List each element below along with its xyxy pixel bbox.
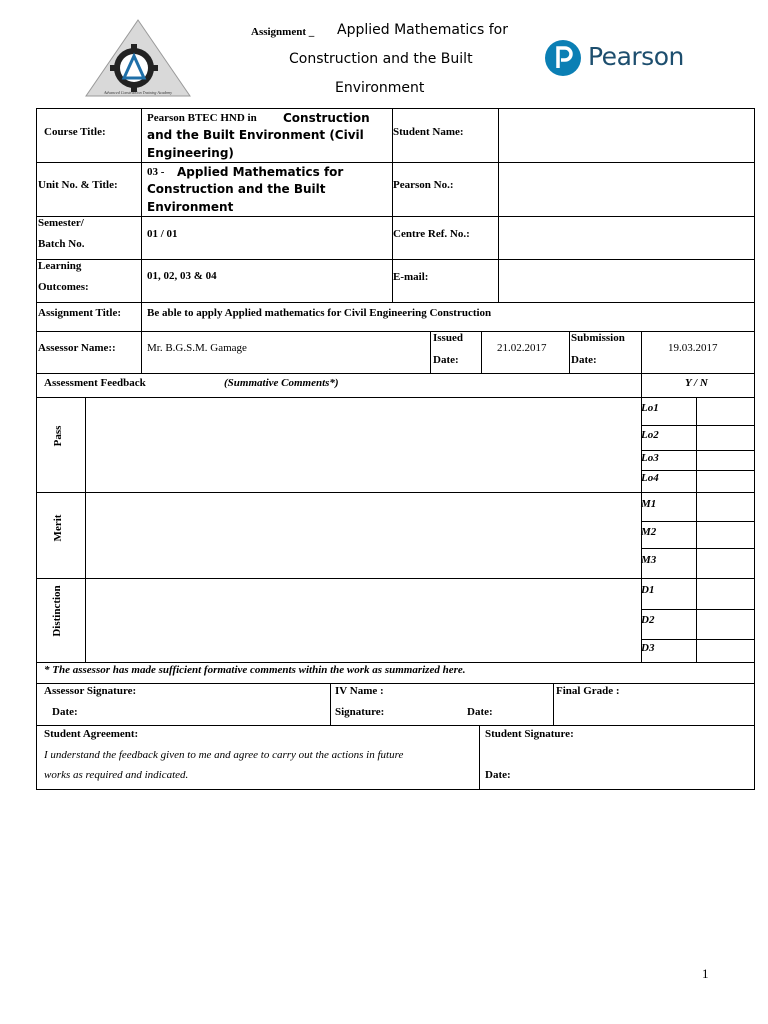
- semester-label-a: Semester/: [38, 217, 84, 229]
- course-title-label: Course Title:: [44, 126, 106, 138]
- distinction-label: Distinction: [51, 585, 63, 637]
- agreement-line-2: works as required and indicated.: [44, 769, 189, 781]
- criterion-d1: D1: [641, 584, 655, 596]
- criterion-d2: D2: [641, 614, 655, 626]
- agreement-line-1: I understand the feedback given to me and agree to carry out the actions in future: [44, 749, 404, 761]
- title-line-1: Applied Mathematics for: [337, 22, 509, 38]
- email-label: E-mail:: [393, 271, 429, 283]
- issued-label-a: Issued: [433, 332, 463, 344]
- title-line-2: Construction and the Built: [289, 51, 473, 67]
- title-line-3: Environment: [335, 80, 425, 96]
- academy-logo-text: Advanced Construction Training Academy: [103, 90, 173, 95]
- learning-label-b: Outcomes:: [38, 281, 89, 293]
- summative-label: (Summative Comments*): [224, 377, 339, 389]
- academy-logo: [84, 18, 192, 100]
- yn-label: Y / N: [685, 377, 708, 389]
- criterion-lo1: Lo1: [641, 402, 659, 414]
- page-number: 1: [702, 966, 709, 981]
- course-title-value-a: Pearson BTEC HND in: [147, 112, 257, 124]
- semester-label-b: Batch No.: [38, 238, 85, 250]
- learning-label-a: Learning: [38, 260, 82, 272]
- criterion-m1: M1: [641, 498, 657, 510]
- criterion-m3: M3: [641, 554, 657, 566]
- course-title-value-d: Engineering): [147, 146, 234, 160]
- student-signature-label: Student Signature:: [485, 728, 574, 740]
- semester-value: 01 / 01: [147, 228, 178, 240]
- merit-label: Merit: [52, 514, 64, 542]
- learning-value: 01, 02, 03 & 04: [147, 270, 217, 282]
- pass-label: Pass: [52, 425, 64, 447]
- submission-label-a: Submission: [571, 332, 625, 344]
- feedback-heading: Assessment Feedback: [44, 377, 146, 389]
- student-name-label: Student Name:: [393, 126, 464, 138]
- criterion-lo4: Lo4: [641, 472, 659, 484]
- assessor-label: Assessor Name::: [38, 342, 116, 354]
- issued-label-b: Date:: [433, 354, 459, 366]
- unit-value-c: Construction and the Built: [147, 182, 326, 196]
- unit-value-a: 03 -: [147, 166, 165, 178]
- unit-value-b: Applied Mathematics for: [177, 165, 344, 179]
- unit-value-d: Environment: [147, 200, 234, 214]
- assessor-signature-label: Assessor Signature:: [44, 685, 137, 697]
- criterion-lo3: Lo3: [641, 452, 659, 464]
- course-title-value-b: Construction: [283, 111, 370, 125]
- pearson-logo: [545, 38, 685, 80]
- pearson-no-label: Pearson No.:: [393, 179, 454, 191]
- pearson-p-icon: [545, 38, 585, 78]
- assignment-prefix: Assignment _: [251, 26, 315, 38]
- submission-label-b: Date:: [571, 354, 597, 366]
- assignment-title-value: Be able to apply Applied mathematics for Civil Engineering Construction: [147, 307, 492, 319]
- assessor-date-label: Date:: [52, 706, 78, 718]
- assignment-title-label: Assignment Title:: [38, 307, 122, 319]
- iv-date-label: Date:: [467, 706, 493, 718]
- assessor-footnote: * The assessor has made sufficient formative comments within the work as summarized here.: [44, 664, 466, 676]
- course-title-value-c: and the Built Environment (Civil: [147, 128, 364, 142]
- criterion-m2: M2: [641, 526, 657, 538]
- iv-signature-label: Signature:: [335, 706, 385, 718]
- submission-value: 19.03.2017: [668, 342, 718, 354]
- centre-ref-label: Centre Ref. No.:: [393, 228, 470, 240]
- issued-value: 21.02.2017: [497, 342, 547, 354]
- criterion-d3: D3: [641, 642, 655, 654]
- assessor-value: Mr. B.G.S.M. Gamage: [147, 342, 247, 354]
- pearson-wordmark: Pearson: [588, 42, 684, 71]
- criterion-lo2: Lo2: [641, 429, 659, 441]
- final-grade-label: Final Grade :: [556, 685, 620, 697]
- student-date-label: Date:: [485, 769, 511, 781]
- unit-label: Unit No. & Title:: [38, 179, 118, 191]
- student-agreement-label: Student Agreement:: [44, 728, 139, 740]
- iv-name-label: IV Name :: [335, 685, 384, 697]
